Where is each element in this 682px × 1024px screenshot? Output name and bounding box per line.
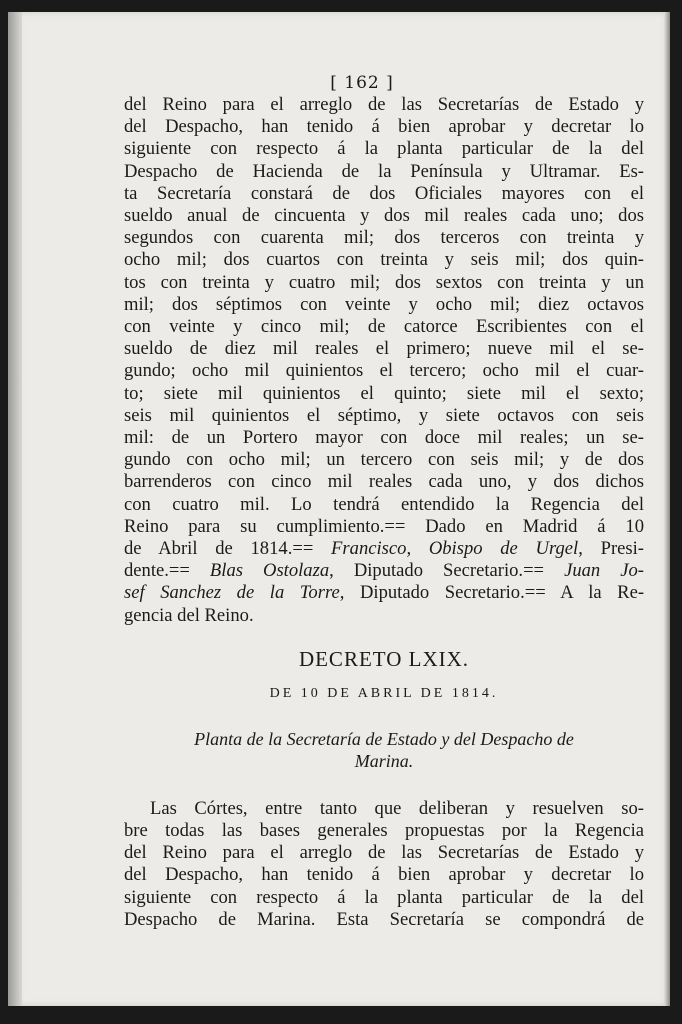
text-line: barrenderos con cinco mil reales cada uno, y dos dichos (124, 471, 644, 493)
text-line: mil: de un Portero mayor con doce mil reales; un se- (124, 427, 644, 449)
decree-date: DE 10 DE ABRIL DE 1814. (269, 685, 499, 701)
text-line: con cuatro mil. Lo tendrá entendido la Regencia del (124, 493, 644, 515)
decree-subtitle (124, 728, 644, 772)
signatory-name: sef Sanchez de la Torre (124, 582, 340, 604)
text-line: ocho mil; dos cuartos con treinta y seis mil; dos quin- (124, 249, 644, 271)
text-line: del Despacho, han tenido á bien aprobar y decretar lo (124, 864, 644, 886)
text-line (124, 538, 644, 560)
text-line: seis mil quinientos el séptimo, y siete octavos con seis (124, 404, 644, 426)
text-line: del Reino para el arreglo de las Secretarías de Estado y (124, 842, 644, 864)
text-line: gundo con ocho mil; un tercero con seis mil; y de dos (124, 449, 644, 471)
text-line: to; siete mil quinientos el quinto; siete mil el sexto; (124, 382, 644, 404)
signatory-name: Juan Jo- (564, 560, 644, 582)
text-line: Despacho de Hacienda de la Península y Ultramar. Es- (124, 160, 644, 182)
text-line: con veinte y cinco mil; de catorce Escribientes con el (124, 316, 644, 338)
text-run: , Diputado Secretario.== (329, 560, 565, 582)
text-line: segundos con cuarenta mil; dos terceros con treinta y (124, 227, 644, 249)
text-line: del Reino para el arreglo de las Secretarías de Estado y (124, 94, 644, 115)
text-line: gencia del Reino. (124, 604, 254, 626)
text-line: gundo; ocho mil quinientos el tercero; ocho mil el cuar- (124, 360, 644, 382)
page-edge (664, 12, 670, 1006)
subtitle-line: Planta de la Secretaría de Estado y del Despacho de (194, 728, 574, 749)
signatory-name: Blas Ostolaza (209, 560, 330, 582)
text-line: del Despacho, han tenido á bien aprobar y decretar lo (124, 116, 644, 138)
text-line (124, 582, 644, 604)
text-line: bre todas las bases generales propuestas por la Regencia (124, 820, 644, 842)
text-run: , Diputado Secretario.== A la Re- (339, 582, 645, 604)
subtitle-line: Marina. (354, 750, 414, 771)
page-gutter (8, 12, 22, 1006)
book-page (8, 12, 670, 1006)
text-line: mil; dos séptimos con veinte y ocho mil; diez octavos (124, 293, 644, 315)
text-run: , Presi- (578, 538, 644, 560)
page-content (124, 72, 644, 931)
text-line: siguiente con respecto á la planta particular de la del (124, 886, 644, 908)
signatory-name: Francisco, Obispo de Urgel (331, 538, 579, 560)
decree-title: DECRETO LXIX. (298, 646, 470, 671)
text-run: dente.== (124, 560, 210, 582)
text-line: Despacho de Marina. Esta Secretaría se compondrá de (124, 908, 644, 930)
text-line: Reino para su cumplimiento.== Dado en Madrid á 10 (124, 515, 644, 537)
page-number: [ 162 ] (330, 73, 394, 93)
text-line (124, 560, 644, 582)
text-line: tos con treinta y cuatro mil; dos sextos con treinta y un (124, 271, 644, 293)
text-line: sueldo anual de cincuenta y dos mil reales cada uno; dos (124, 205, 644, 227)
paragraph-2 (124, 798, 644, 931)
text-line: ta Secretaría constará de dos Oficiales mayores con el (124, 182, 644, 204)
text-line: siguiente con respecto á la planta particular de la del (124, 138, 644, 160)
text-run: de Abril de 1814.== (124, 538, 332, 560)
text-line: Las Córtes, entre tanto que deliberan y resuelven so- (150, 797, 644, 819)
paragraph-1 (124, 94, 644, 627)
text-line: sueldo de diez mil reales el primero; nueve mil el se- (124, 338, 644, 360)
